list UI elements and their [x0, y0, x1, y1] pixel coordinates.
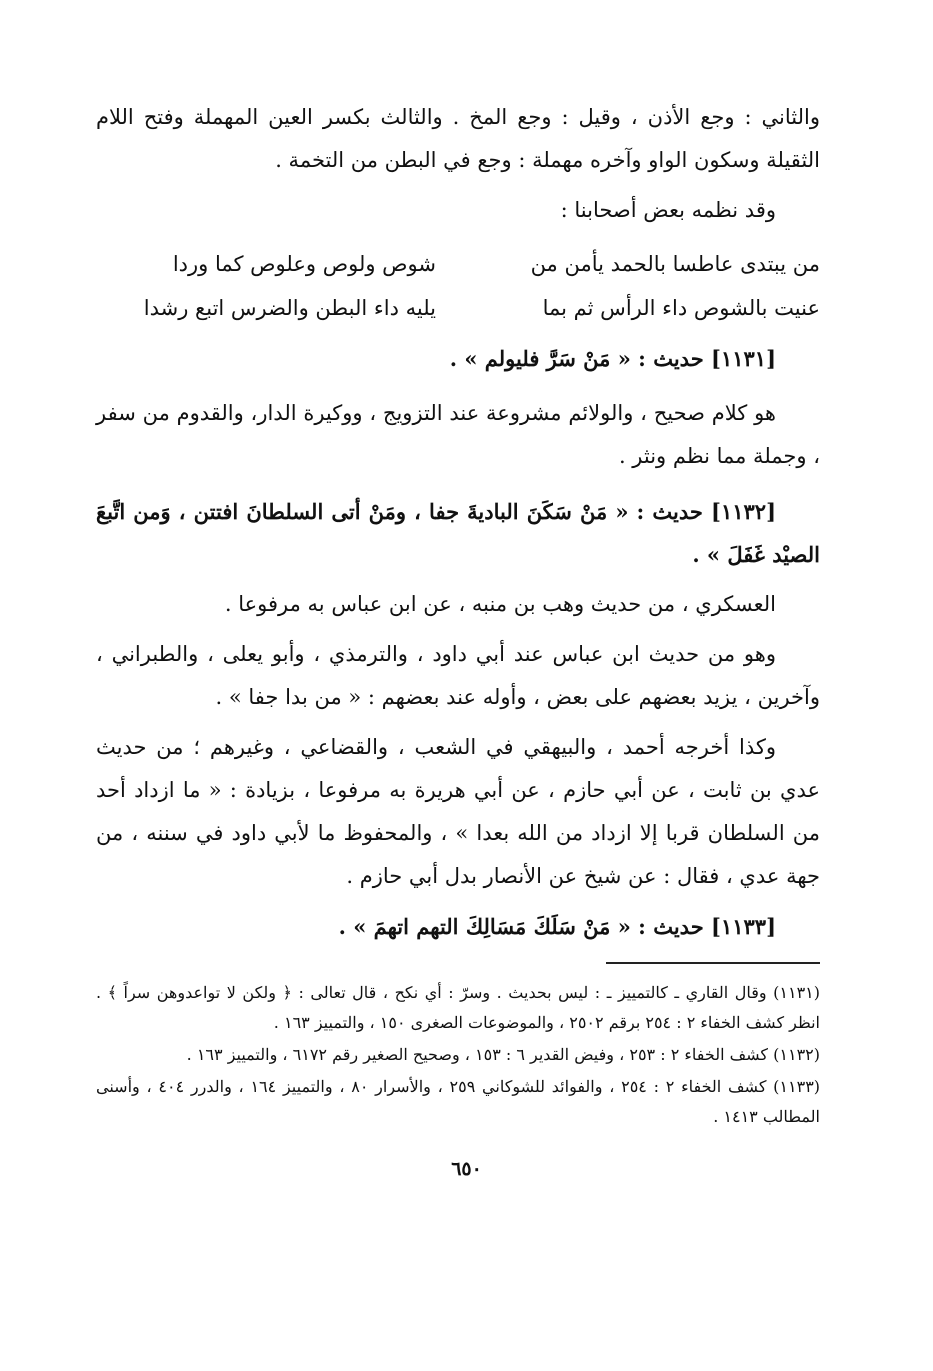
verse-hemistich-right: من يبتدى عاطسا بالحمد يأمن من [530, 252, 820, 276]
verse-block [96, 242, 820, 330]
paragraph-intro-verse: وقد نظمه بعض أصحابنا : [560, 198, 776, 222]
verse-line [96, 286, 820, 330]
paragraph-commentary: العسكري ، من حديث وهب بن منبه ، عن ابن عباس به مرفوعا . [224, 592, 776, 616]
paragraph-commentary: وهو من حديث ابن عباس عند أبي داود ، والترمذي ، وأبو يعلى ، والطبراني ، وآخرين ، يزيد بعضهم على بعض ، وأوله عند بعضهم : « من بدا جفا » . [96, 642, 820, 709]
hadith-heading-1132: [١١٣٢] حديث : « مَنْ سَكَنَ الباديةَ جفا ، ومَنْ أتى السلطانَ افتتن ، وَمن اتَّبعَ الصيْد غَفَلَ » . [96, 499, 820, 567]
footnote-1132: (١١٣٢) كشف الخفاء ٢ : ٢٥٣ ، وفيض القدير ٦ : ١٥٣ ، وصحيح الصغير رقم ٦١٧٢ ، والتمييز ١٦٣ . [186, 1045, 820, 1064]
page-number: ٦٥٠ [451, 1158, 482, 1180]
verse-hemistich-left: يليه داء البطن والضرس اتبع رشدا [143, 296, 436, 320]
footnote-1131: (١١٣١) وقال القاري ـ كالتمييز ـ : ليس بحديث . وسرّ : أي نكح ، قال تعالى : ﴿ ولكن لا تواعدوهن سراً ﴾ . انظر كشف الخفاء ٢ : ٢٥٤ برقم ٢٥٠٢ ، والموضوعات الصغرى ١٥٠ ، والتمييز ١٦٣ . [96, 983, 820, 1032]
footnotes [96, 978, 820, 1132]
paragraph-body: والثاني : وجع الأذن ، وقيل : وجع المخ . والثالث بكسر العين المهملة وفتح اللام الثقيلة وسكون الواو وآخره مهملة : وجع في البطن من التخمة . [96, 105, 820, 172]
verse-line [96, 242, 820, 286]
book-page [96, 96, 820, 1336]
verse-hemistich-right: عنيت بالشوص داء الرأس ثم بما [542, 296, 820, 320]
verse-hemistich-left: شوص ولوص وعلوص كما وردا [172, 252, 436, 276]
footnote-1133: (١١٣٣) كشف الخفاء ٢ : ٢٥٤ ، والفوائد للشوكاني ٢٥٩ ، والأسرار ٨٠ ، والتمييز ١٦٤ ، والدرر ٤٠٤ ، وأسنى المطالب ١٤١٣ . [96, 1077, 821, 1126]
paragraph-commentary: هو كلام صحيح ، والولائم مشروعة عند التزويج ، ووكيرة الدار، والقدوم من سفر ، وجملة مما نظم ونثر . [96, 401, 820, 468]
footnote-divider [606, 962, 820, 964]
paragraph-commentary: وكذا أخرجه أحمد ، والبيهقي في الشعب ، والقضاعي ، وغيرهم ؛ من حديث عدي بن ثابت ، عن أبي حازم ، عن أبي هريرة به مرفوعا ، بزيادة : « ما ازداد أحد من السلطان قربا إلا ازداد من الله بعدا » ، والمحفوظ ما لأبي داود في سننه ، من جهة عدي ، فقال : عن شيخ عن الأنصار بدل أبي حازم . [96, 735, 820, 888]
hadith-heading-1131: [١١٣١] حديث : « مَنْ سَرَّ فليولم » . [449, 346, 776, 371]
hadith-heading-1133: [١١٣٣] حديث : « مَنْ سَلَكَ مَسَالِكَ التهم اتهمَ » . [338, 914, 776, 939]
